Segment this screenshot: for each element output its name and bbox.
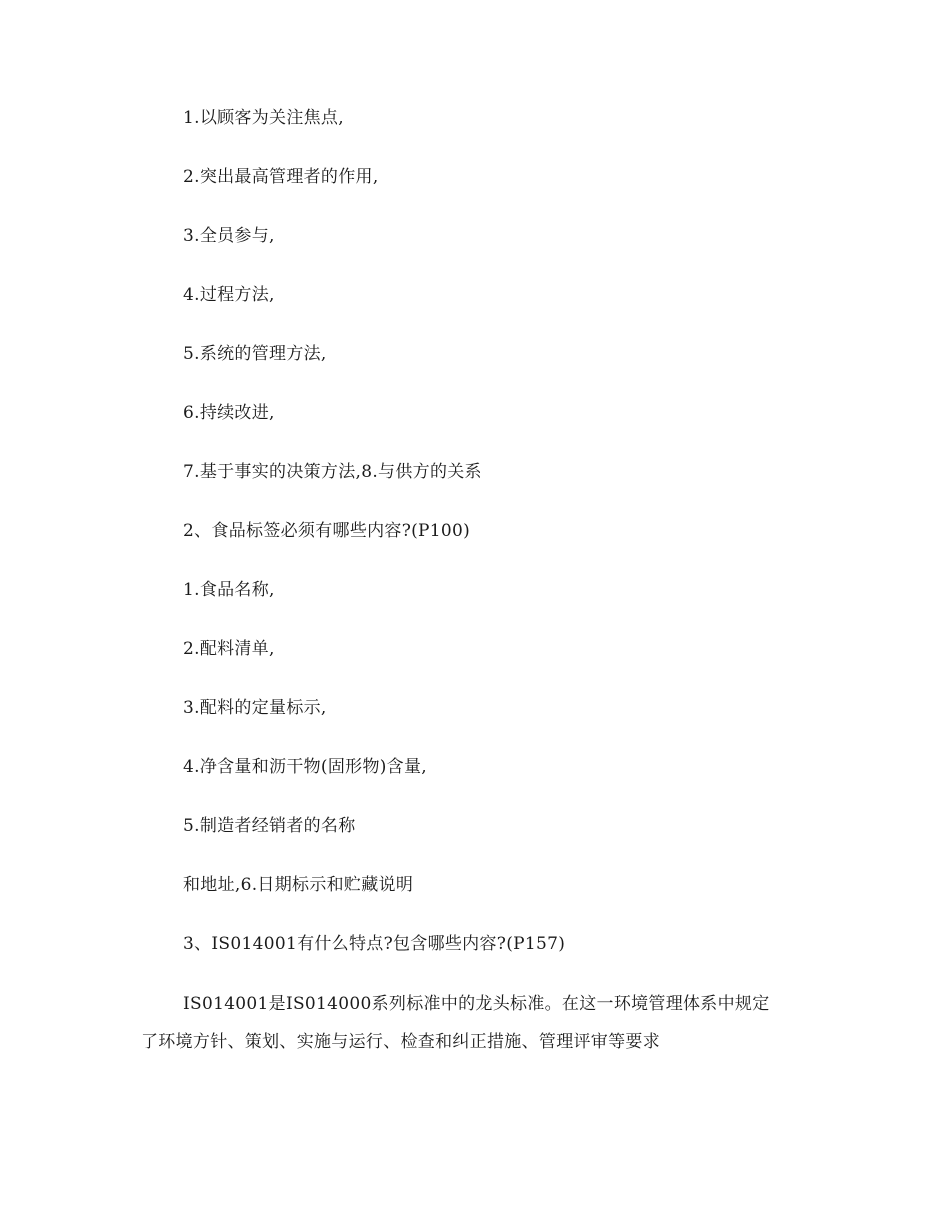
text-line: 5.制造者经销者的名称	[183, 816, 356, 836]
text-line: 4.净含量和沥干物(固形物)含量,	[183, 757, 427, 777]
text-line: 2.配料清单,	[183, 639, 275, 659]
text-line: 6.持续改进,	[183, 403, 275, 423]
text-line: 7.基于事实的决策方法,8.与供方的关系	[183, 462, 482, 482]
section-heading: 2、食品标签必须有哪些内容?(P100)	[183, 521, 471, 541]
text-line: 1.食品名称,	[183, 580, 275, 600]
text-line: 和地址,6.日期标示和贮藏说明	[183, 875, 414, 895]
body-paragraph	[141, 985, 811, 1061]
text-line: 3.全员参与,	[183, 226, 275, 246]
paragraph-line: 了环境方针、策划、实施与运行、检查和纠正措施、管理评审等要求	[141, 1032, 660, 1052]
text-line: 1.以顾客为关注焦点,	[183, 108, 344, 128]
paragraph-line: IS014001是IS014000系列标准中的龙头标准。在这一环境管理体系中规定	[183, 994, 770, 1014]
text-line: 2.突出最高管理者的作用,	[183, 167, 379, 187]
text-line: 5.系统的管理方法,	[183, 344, 327, 364]
section-heading: 3、IS014001有什么特点?包含哪些内容?(P157)	[183, 934, 566, 954]
text-line: 3.配料的定量标示,	[183, 698, 327, 718]
text-line: 4.过程方法,	[183, 285, 275, 305]
